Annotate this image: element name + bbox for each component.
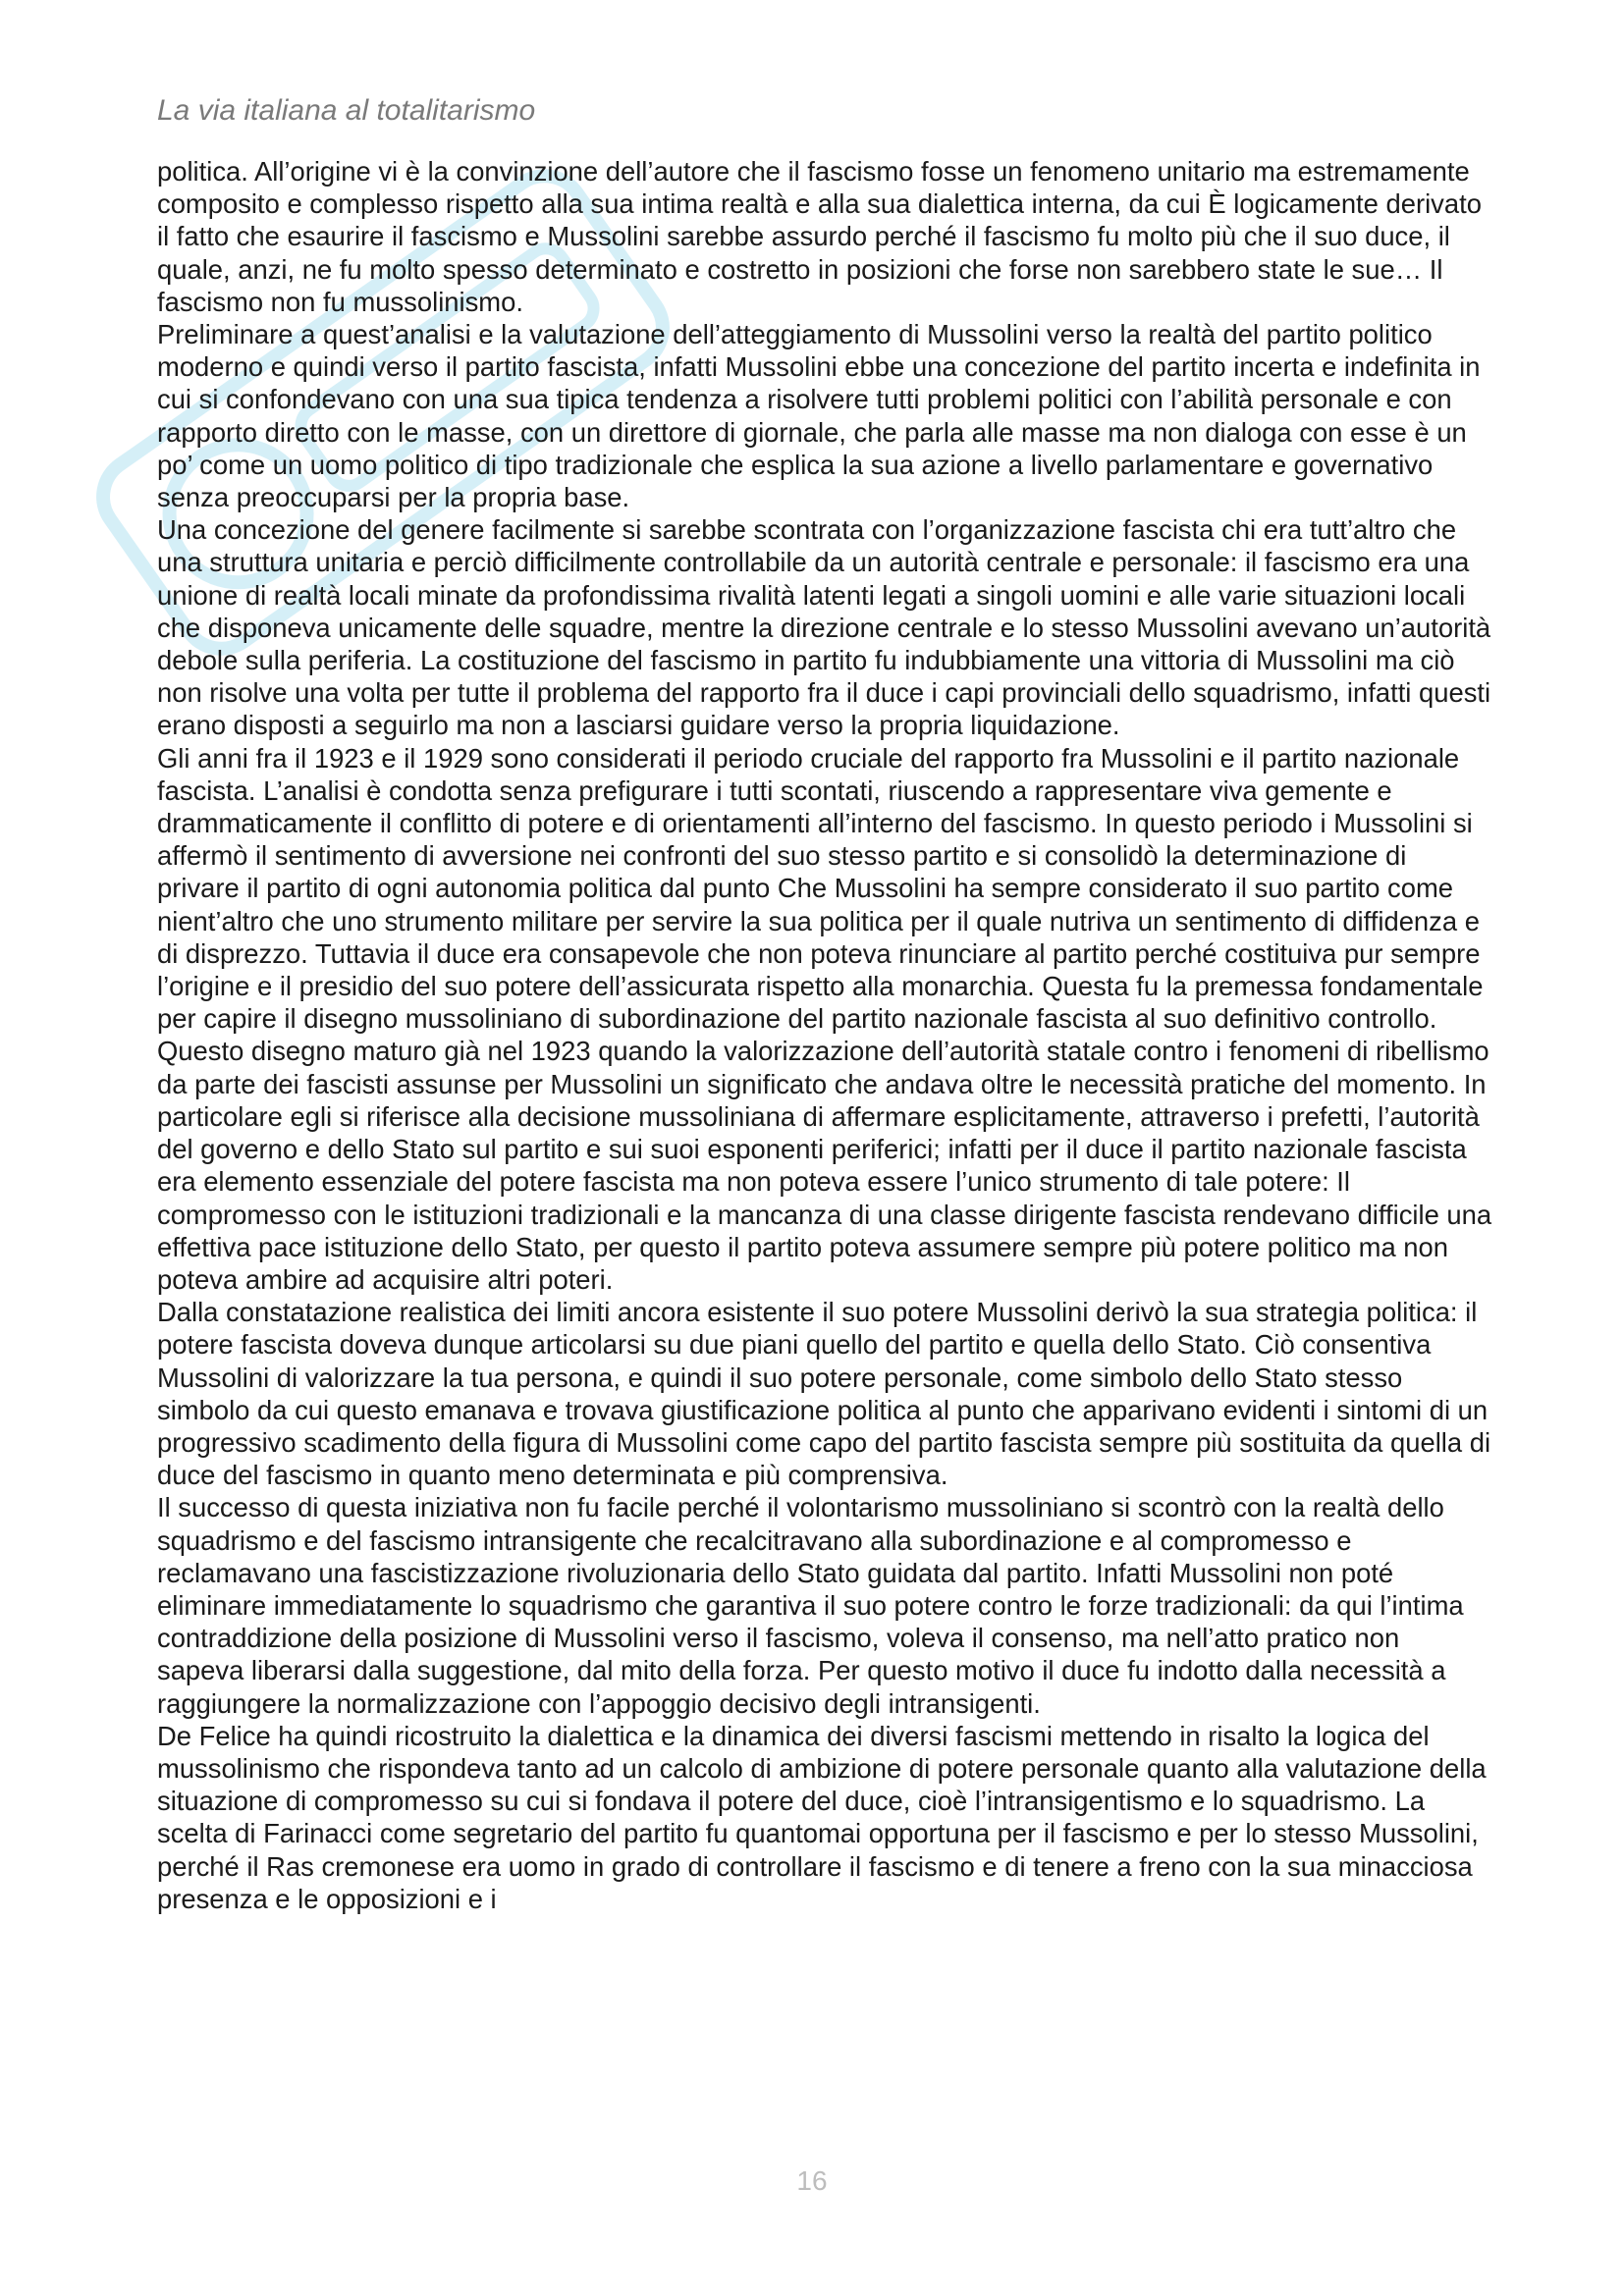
running-title: La via italiana al totalitarismo (157, 94, 536, 127)
paragraph-2: Preliminare a quest’analisi e la valutazione dell’atteggiamento di Mussolini verso la realtà del partito politico moderno e quindi verso il partito fascista, infatti Mussolini ebbe una concezione del partito incerta e indefinita in cui si confondevano con una sua tipica tendenza a risolvere tutti problemi politici con l’abilità personale e con rapporto diretto con le masse, con un direttore di giornale, che parla alle masse ma non dialoga con esse è un po’ come un uomo politico di tipo tradizionale che esplica la sua azione a livello parlamentare e governativo senza preoccuparsi per la propria base. (157, 319, 1481, 513)
paragraph-7: De Felice ha quindi ricostruito la dialettica e la dinamica dei diversi fascismi mettendo in risalto la logica del mussolinismo che rispondeva tanto ad un calcolo di ambizione di potere personale quanto alla valutazione della situazione di compromesso su cui si fondava il potere del duce, cioè l’intransigentismo e lo squadrismo. La scelta di Farinacci come segretario del partito fu quantomai opportuna per il fascismo e per lo stesso Mussolini, perché il Ras cremonese era uomo in grado di controllare il fascismo e di tenere a freno con la sua minacciosa presenza e le opposizioni e i (157, 1720, 1487, 1914)
paragraph-5: Dalla constatazione realistica dei limiti ancora esistente il suo potere Mussolini derivò la sua strategia politica: il potere fascista doveva dunque articolarsi su due piani quello del partito e quella dello Stato. Ciò consentiva Mussolini di valorizzare la tua persona, e quindi il suo potere personale, come simbolo dello Stato stesso simbolo da cui questo emanava e trovava giustificazione politica al punto che apparivano evidenti i sintomi di un progressivo scadimento della figura di Mussolini come capo del partito fascista sempre più sostituita da quella di duce del fascismo in quanto meno determinata e più comprensiva. (157, 1297, 1491, 1491)
page-number: 16 (796, 2165, 828, 2196)
paragraph-4: Gli anni fra il 1923 e il 1929 sono considerati il periodo cruciale del rapporto fra Mussolini e il partito nazionale fascista. L’analisi è condotta senza prefigurare i tutti scontati, riuscendo a rappresentare viva gemente e drammaticamente il conflitto di potere e di orientamenti all’interno del fascismo. In questo periodo i Mussolini si affermò il sentimento di avversione nei confronti del suo stesso partito e si consolidò la determinazione di privare il partito di ogni autonomia politica dal punto Che Mussolini ha sempre considerato il suo partito come nient’altro che uno strumento militare per servire la sua politica per il quale nutriva un sentimento di diffidenza e di disprezzo. Tuttavia il duce era consapevole che non poteva rinunciare al partito perché costituiva pur sempre l’origine e il presidio del suo potere dell’assicurata rispetto alla monarchia. Questa fu la premessa fondamentale per capire il disegno mussoliniano di subordinazione del partito nazionale fascista al suo definitivo controllo. Questo disegno maturo già nel 1923 quando la valorizzazione dell’autorità statale contro i fenomeni di ribellismo da parte dei fascisti assunse per Mussolini un significato che andava oltre le necessità pratiche del momento. In particolare egli si riferisce alla decisione mussoliniana di affermare esplicitamente, attraverso i prefetti, l’autorità del governo e dello Stato sul partito e sui suoi esponenti periferici; infatti per il duce il partito nazionale fascista era elemento essenziale del potere fascista ma non poteva essere l’unico strumento di tale potere: Il compromesso con le istituzioni tradizionali e la mancanza di una classe dirigente fascista rendevano difficile una effettiva pace istituzione dello Stato, per questo il partito poteva assumere sempre più potere politico ma non poteva ambire ad acquisire altri poteri. (157, 742, 1492, 1295)
document-body (157, 155, 1492, 1915)
paragraph-1: politica. All’origine vi è la convinzione dell’autore che il fascismo fosse un fenomeno unitario ma estremamente composito e complesso rispetto alla sua intima realtà e alla sua dialettica interna, da cui È logicamente derivato il fatto che esaurire il fascismo e Mussolini sarebbe assurdo perché il fascismo fu molto più che il suo duce, il quale, anzi, ne fu molto spesso determinato e costretto in posizioni che forse non sarebbero state le sue… Il fascismo non fu mussolinismo. (157, 156, 1482, 317)
paragraph-3: Una concezione del genere facilmente si sarebbe scontrata con l’organizzazione fascista chi era tutt’altro che una struttura unitaria e perciò difficilmente controllabile da un autorità centrale e personale: il fascismo era una unione di realtà locali minate da profondissima rivalità latenti legati a singoli uomini e alle varie situazioni locali che disponeva unicamente delle squadre, mentre la direzione centrale e lo stesso Mussolini avevano un’autorità debole sulla periferia. La costituzione del fascismo in partito fu indubbiamente una vittoria di Mussolini ma ciò non risolve una volta per tutte il problema del rapporto fra il duce i capi provinciali dello squadrismo, infatti questi erano disposti a seguirlo ma non a lasciarsi guidare verso la propria liquidazione. (157, 514, 1491, 741)
paragraph-6: Il successo di questa iniziativa non fu facile perché il volontarismo mussoliniano si scontrò con la realtà dello squadrismo e del fascismo intransigente che recalcitravano alla subordinazione e al compromesso e reclamavano una fascistizzazione rivoluzionaria dello Stato guidata dal partito. Infatti Mussolini non poté eliminare immediatamente lo squadrismo che garantiva il suo potere contro le forze tradizionali: da qui l’intima contraddizione della posizione di Mussolini verso il fascismo, voleva il consenso, ma nell’atto pratico non sapeva liberarsi dalla suggestione, dal mito della forza. Per questo motivo il duce fu indotto dalla necessità a raggiungere la normalizzazione con l’appoggio decisivo degli intransigenti. (157, 1492, 1464, 1719)
